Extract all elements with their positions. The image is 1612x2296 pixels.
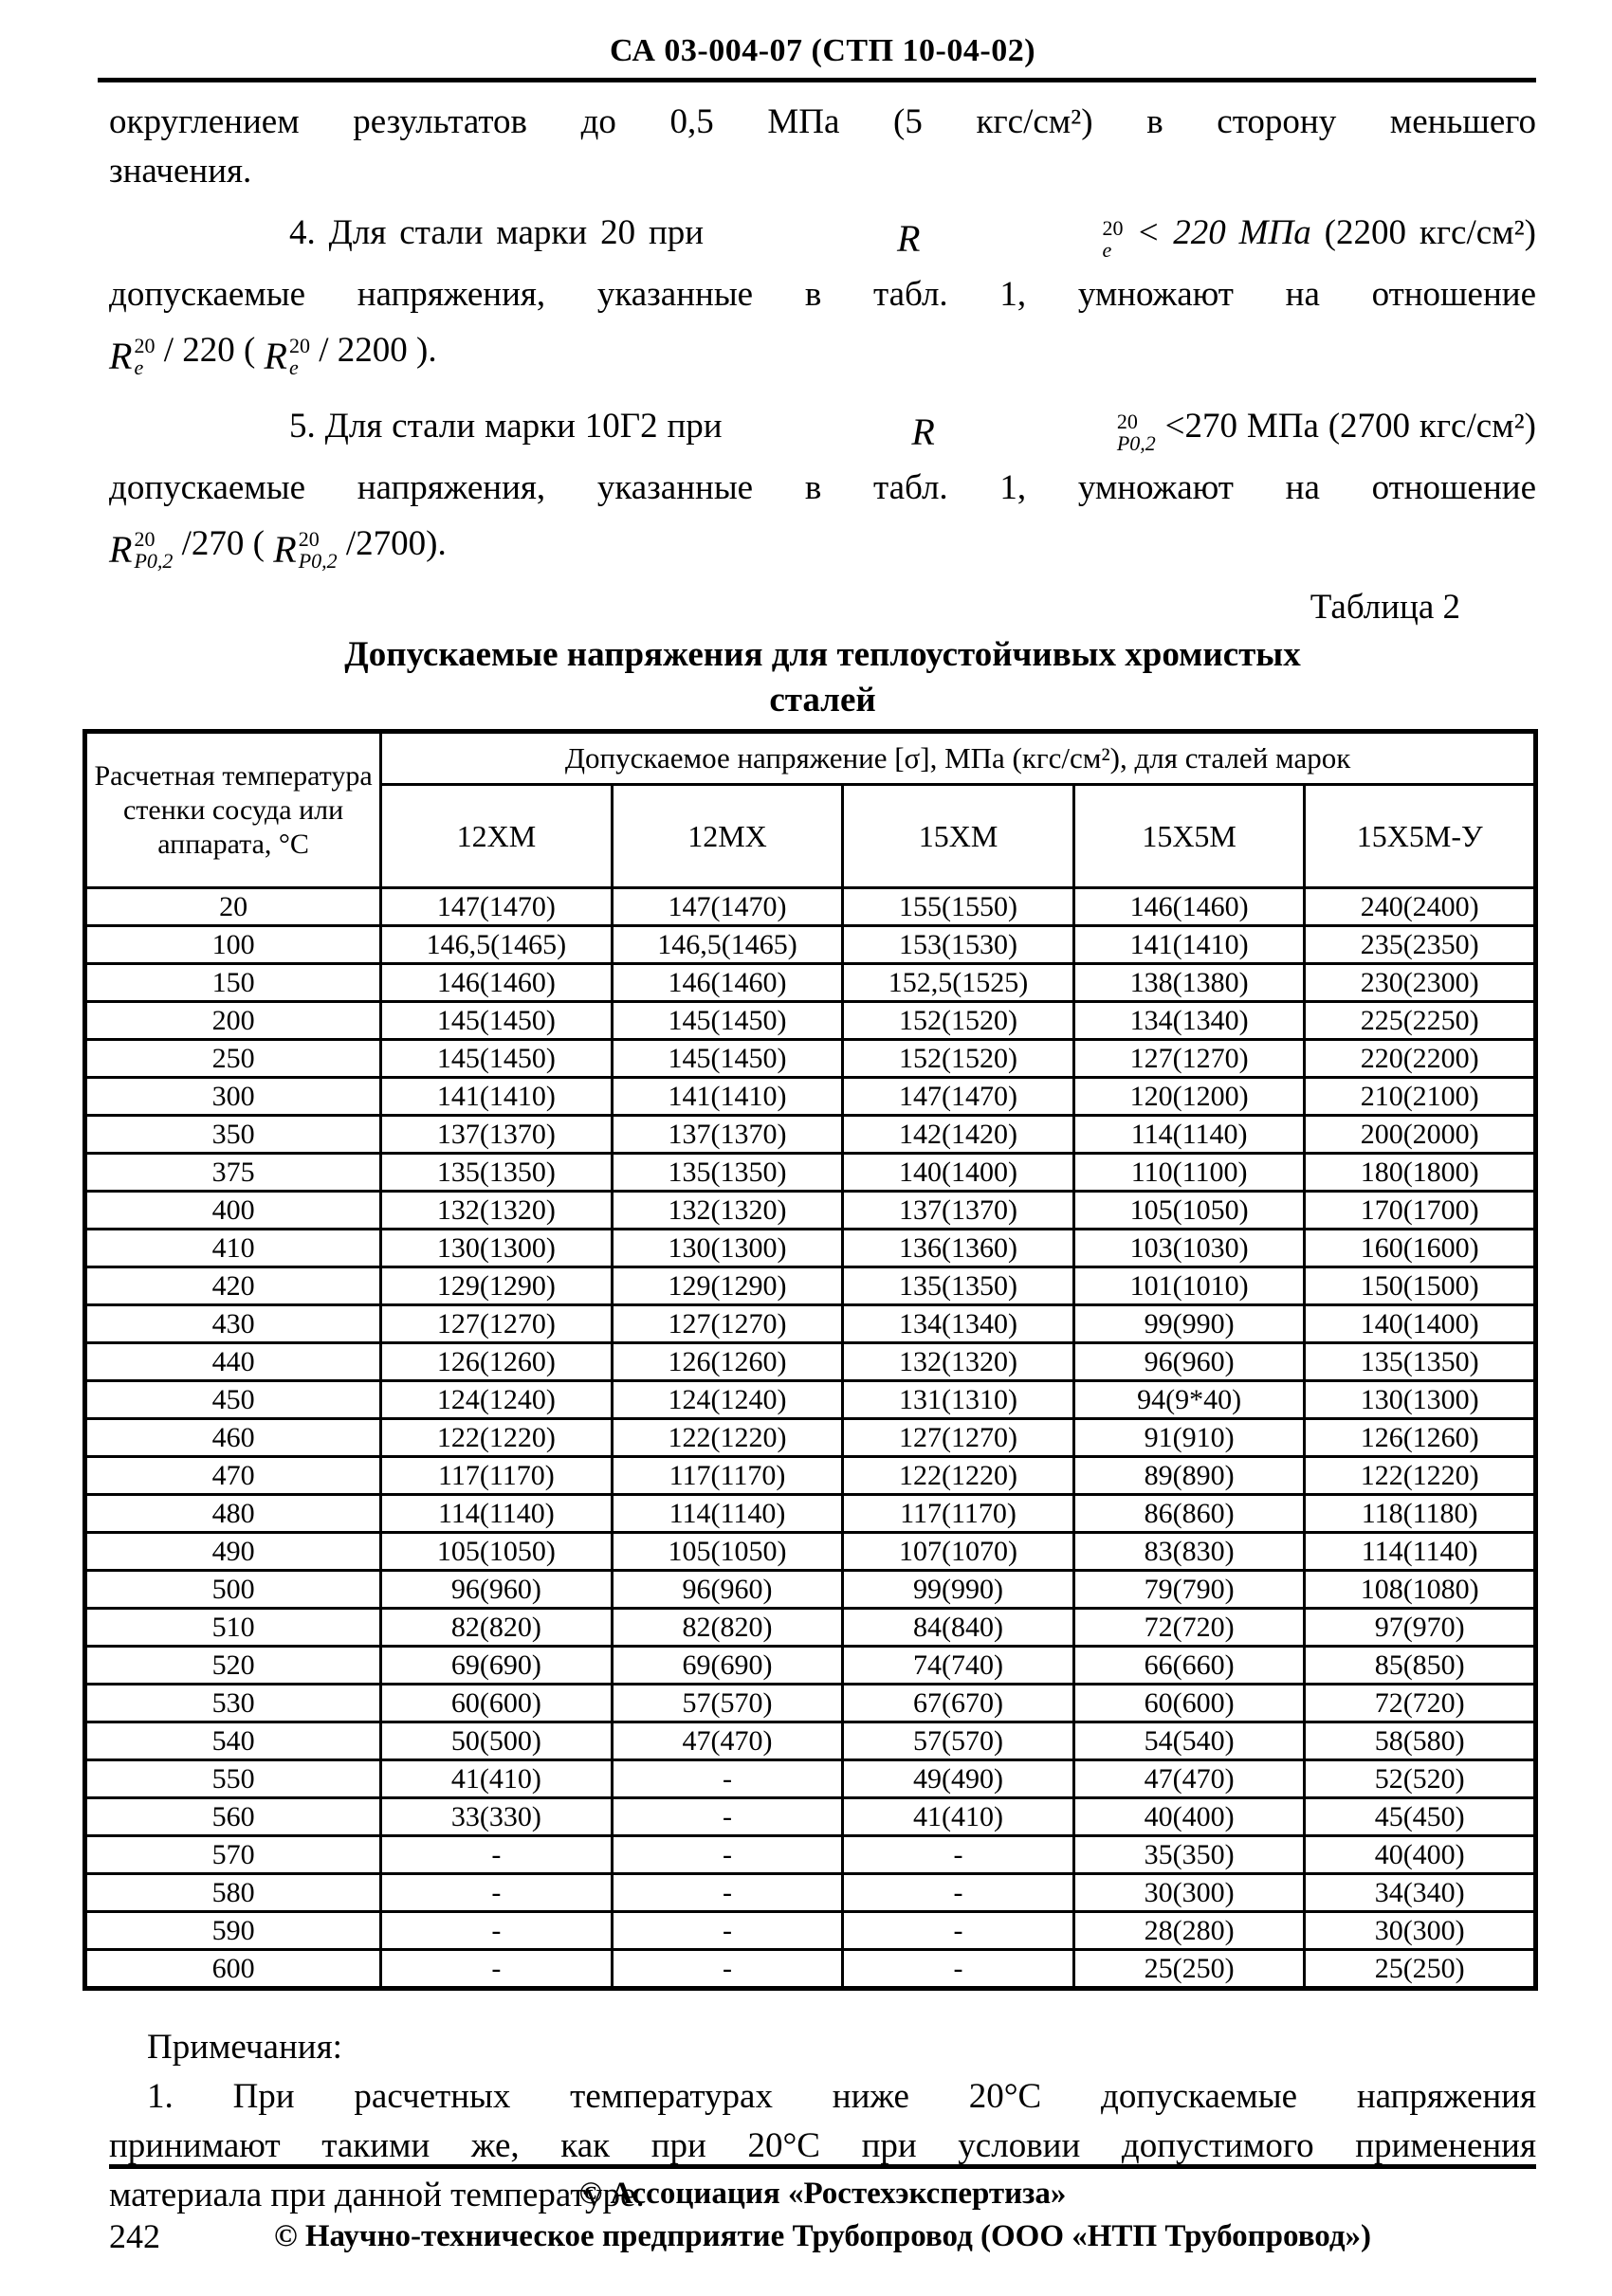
stress-value-cell: 114(1140)	[1073, 1116, 1305, 1154]
stress-value-cell: 74(740)	[843, 1647, 1074, 1685]
note1-line3: материала при данной температуре.	[109, 2176, 645, 2214]
stress-value-cell: 47(470)	[1073, 1760, 1305, 1798]
temperature-cell: 420	[85, 1267, 381, 1305]
formula-base: R	[897, 217, 921, 260]
formula-superscript: 20	[288, 334, 310, 357]
stress-value-cell: 33(330)	[381, 1798, 613, 1836]
stress-value-cell: 180(1800)	[1305, 1154, 1536, 1192]
stress-value-cell: 225(2250)	[1305, 1002, 1536, 1040]
grade-column-header-15X5M: 15Х5М	[1073, 785, 1305, 888]
table-row	[85, 1267, 1536, 1305]
stress-value-cell: 230(2300)	[1305, 964, 1536, 1002]
stress-value-cell: 84(840)	[843, 1609, 1074, 1647]
stress-value-cell: 137(1370)	[612, 1116, 843, 1154]
stress-value-cell: 82(820)	[381, 1609, 613, 1647]
note1-line1: 1. При расчетных температурах ниже 20°С допускаемые напряжения	[147, 2077, 1536, 2116]
table-title-line1: Допускаемые напряжения для теплоустойчивых хромистых	[344, 635, 1301, 674]
formula-base: R	[911, 410, 935, 453]
header-divider	[98, 78, 1536, 82]
stress-value-cell: 146,5(1465)	[612, 926, 843, 964]
stress-value-cell: 114(1140)	[1305, 1533, 1536, 1571]
stress-value-cell: 141(1410)	[1073, 926, 1305, 964]
table-row	[85, 1116, 1536, 1154]
stress-value-cell: 132(1320)	[843, 1343, 1074, 1381]
stress-value-cell: 146,5(1465)	[381, 926, 613, 964]
table-row	[85, 1230, 1536, 1267]
paragraph-item-4	[109, 202, 1536, 388]
formula-base: R	[273, 528, 297, 571]
formula-Re20	[109, 325, 155, 388]
formula-Rp02-20	[273, 519, 337, 581]
stress-value-cell: 132(1320)	[381, 1192, 613, 1230]
stress-value-cell: 127(1270)	[612, 1305, 843, 1343]
stress-value-cell: 99(990)	[1073, 1305, 1305, 1343]
footer-copyright-association: © Ассоциация «Ростехэкспертиза»	[578, 2177, 1067, 2211]
table-row	[85, 1647, 1536, 1685]
stress-value-cell: -	[381, 1874, 613, 1912]
stress-value-cell: 122(1220)	[381, 1419, 613, 1457]
stress-value-cell: 117(1170)	[843, 1495, 1074, 1533]
stress-value-cell: 145(1450)	[381, 1040, 613, 1078]
formula-superscript: 20	[134, 527, 156, 551]
formula-supsub	[937, 410, 1156, 454]
stress-value-cell: -	[612, 1874, 843, 1912]
table-row	[85, 1154, 1536, 1192]
stress-value-cell: 130(1300)	[612, 1230, 843, 1267]
formula-Re20	[717, 208, 1123, 270]
stress-value-cell: 122(1220)	[1305, 1457, 1536, 1495]
item4-ratio-formula	[109, 319, 1536, 388]
stress-value-cell: 60(600)	[1073, 1685, 1305, 1722]
formula-base: R	[109, 335, 133, 377]
temperature-cell: 570	[85, 1836, 381, 1874]
stress-value-cell: 135(1350)	[843, 1267, 1074, 1305]
stress-value-cell: 126(1260)	[1305, 1419, 1536, 1457]
stress-value-cell: 96(960)	[1073, 1343, 1305, 1381]
item4-condition: < 220 МПа	[1136, 213, 1311, 252]
item5-lead: 5. Для стали марки 10Г2 при	[289, 407, 723, 446]
formula-supsub	[134, 528, 173, 572]
stress-value-cell: 86(860)	[1073, 1495, 1305, 1533]
formula-subscript: P0,2	[298, 549, 338, 573]
stress-value-cell: 152,5(1525)	[843, 964, 1074, 1002]
item4-paren-value: (2200 кгс/см²)	[1324, 213, 1537, 252]
stress-value-cell: -	[843, 1874, 1074, 1912]
stress-value-cell: 142(1420)	[843, 1116, 1074, 1154]
table-row	[85, 1002, 1536, 1040]
stress-value-cell: 147(1470)	[843, 1078, 1074, 1116]
stress-value-cell: 69(690)	[381, 1647, 613, 1685]
formula-supsub	[299, 528, 338, 572]
formula-supsub	[289, 335, 310, 378]
stress-value-cell: 124(1240)	[612, 1381, 843, 1419]
stress-value-cell: 114(1140)	[612, 1495, 843, 1533]
stress-value-cell: 141(1410)	[612, 1078, 843, 1116]
temperature-cell: 520	[85, 1647, 381, 1685]
stress-value-cell: -	[612, 1912, 843, 1950]
stress-value-cell: 57(570)	[612, 1685, 843, 1722]
formula-superscript: 20	[134, 334, 156, 357]
page-number: 242	[109, 2217, 160, 2255]
stress-value-cell: 107(1070)	[843, 1533, 1074, 1571]
temperature-cell: 440	[85, 1343, 381, 1381]
table-row	[85, 1950, 1536, 1989]
formula-superscript: 20	[1102, 216, 1124, 240]
table-row	[85, 1685, 1536, 1722]
item4-lead: 4. Для стали марки 20 при	[289, 213, 705, 252]
stress-value-cell: 122(1220)	[843, 1457, 1074, 1495]
table-row	[85, 1192, 1536, 1230]
temperature-cell: 530	[85, 1685, 381, 1722]
stress-value-cell: 83(830)	[1073, 1533, 1305, 1571]
notes-heading: Примечания:	[147, 2028, 342, 2067]
temperature-cell: 500	[85, 1571, 381, 1609]
stress-value-cell: 96(960)	[381, 1571, 613, 1609]
stress-value-cell: 72(720)	[1305, 1685, 1536, 1722]
stress-value-cell: 105(1050)	[1073, 1192, 1305, 1230]
stress-value-cell: 47(470)	[612, 1722, 843, 1760]
formula-subscript: e	[134, 355, 144, 379]
stress-value-cell: 79(790)	[1073, 1571, 1305, 1609]
stress-value-cell: 135(1350)	[381, 1154, 613, 1192]
table-row	[85, 1798, 1536, 1836]
item4-line2: допускаемые напряжения, указанные в табл. 1, умножают на отношение	[109, 275, 1536, 314]
temperature-cell: 460	[85, 1419, 381, 1457]
stress-value-cell: 146(1460)	[1073, 888, 1305, 926]
stress-value-cell: 210(2100)	[1305, 1078, 1536, 1116]
temperature-cell: 450	[85, 1381, 381, 1419]
stress-value-cell: 130(1300)	[381, 1230, 613, 1267]
grade-column-header-15X5M-U: 15Х5М-У	[1305, 785, 1536, 888]
stress-value-cell: 41(410)	[381, 1760, 613, 1798]
grade-column-header-15XM: 15ХМ	[843, 785, 1074, 888]
formula-subscript: e	[288, 355, 299, 379]
table-row	[85, 1078, 1536, 1116]
stress-value-cell: 41(410)	[843, 1798, 1074, 1836]
formula-subscript: P0,2	[1116, 431, 1156, 455]
stress-value-cell: 60(600)	[381, 1685, 613, 1722]
table-row	[85, 1874, 1536, 1912]
stress-value-cell: 54(540)	[1073, 1722, 1305, 1760]
stress-value-cell: -	[612, 1836, 843, 1874]
paragraph-item-5	[109, 395, 1536, 581]
temperature-cell: 470	[85, 1457, 381, 1495]
temperature-cell: 560	[85, 1798, 381, 1836]
stress-value-cell: 49(490)	[843, 1760, 1074, 1798]
formula-superscript: 20	[298, 527, 320, 551]
stress-value-cell: 69(690)	[612, 1647, 843, 1685]
table-header-row-1	[85, 732, 1536, 785]
stress-value-cell: 160(1600)	[1305, 1230, 1536, 1267]
stress-value-cell: 52(520)	[1305, 1760, 1536, 1798]
footer-copyright-enterprise: © Научно-техническое предприятие Трубопровод (ООО «НТП Трубопровод»)	[273, 2219, 1372, 2253]
formula-Re20	[265, 325, 310, 388]
stress-value-cell: 147(1470)	[381, 888, 613, 926]
table-row	[85, 1571, 1536, 1609]
stress-value-cell: -	[843, 1912, 1074, 1950]
formula-Rp02-20	[731, 401, 1155, 464]
temperature-cell: 400	[85, 1192, 381, 1230]
table-row	[85, 1760, 1536, 1798]
table-label: Таблица 2	[1310, 588, 1460, 627]
formula-Rp02-20	[109, 519, 173, 581]
temperature-cell: 540	[85, 1722, 381, 1760]
temperature-cell: 490	[85, 1533, 381, 1571]
formula-supsub	[922, 217, 1123, 261]
formula-base: R	[109, 528, 133, 571]
stress-value-cell: 240(2400)	[1305, 888, 1536, 926]
stress-value-cell: 145(1450)	[381, 1002, 613, 1040]
stress-value-cell: 129(1290)	[612, 1267, 843, 1305]
stress-value-cell: 105(1050)	[381, 1533, 613, 1571]
table-row	[85, 1836, 1536, 1874]
table-title-line2: сталей	[769, 681, 876, 720]
stress-value-cell: -	[843, 1950, 1074, 1989]
stress-value-cell: 134(1340)	[1073, 1002, 1305, 1040]
stress-value-cell: 35(350)	[1073, 1836, 1305, 1874]
stress-value-cell: 145(1450)	[612, 1002, 843, 1040]
temperature-cell: 410	[85, 1230, 381, 1267]
stress-value-cell: 135(1350)	[1305, 1343, 1536, 1381]
document-code: СА 03-004-07 (СТП 10-04-02)	[609, 33, 1036, 68]
table-row	[85, 926, 1536, 964]
item5-paren-value: (2700 кгс/см²)	[1328, 407, 1536, 446]
stress-value-cell: 97(970)	[1305, 1609, 1536, 1647]
footer-copyright-enterprise-row	[109, 2214, 1536, 2258]
table-row	[85, 1609, 1536, 1647]
stress-value-cell: -	[381, 1912, 613, 1950]
stress-value-cell: 127(1270)	[1073, 1040, 1305, 1078]
stress-value-cell: 141(1410)	[381, 1078, 613, 1116]
table-row	[85, 1457, 1536, 1495]
table-row	[85, 1381, 1536, 1419]
item5-ratio-end: /2700).	[345, 524, 447, 563]
temperature-cell: 250	[85, 1040, 381, 1078]
stress-value-cell: 150(1500)	[1305, 1267, 1536, 1305]
stress-value-cell: 114(1140)	[381, 1495, 613, 1533]
table-row	[85, 964, 1536, 1002]
stress-value-cell: 25(250)	[1305, 1950, 1536, 1989]
stress-value-cell: 25(250)	[1073, 1950, 1305, 1989]
table-row	[85, 1343, 1536, 1381]
temperature-cell: 375	[85, 1154, 381, 1192]
stress-value-cell: 30(300)	[1305, 1912, 1536, 1950]
table-body	[85, 888, 1536, 1989]
grade-column-header-12XM: 12ХМ	[381, 785, 613, 888]
stress-value-cell: 122(1220)	[612, 1419, 843, 1457]
table-row	[85, 1419, 1536, 1457]
stress-value-cell: 89(890)	[1073, 1457, 1305, 1495]
item5-line2: допускаемые напряжения, указанные в табл. 1, умножают на отношение	[109, 468, 1536, 507]
item5-line1	[109, 395, 1536, 464]
stress-value-cell: 134(1340)	[843, 1305, 1074, 1343]
stress-value-cell: 155(1550)	[843, 888, 1074, 926]
stress-value-cell: 200(2000)	[1305, 1116, 1536, 1154]
stress-value-cell: -	[381, 1950, 613, 1989]
stress-value-cell: 91(910)	[1073, 1419, 1305, 1457]
stress-value-cell: 103(1030)	[1073, 1230, 1305, 1267]
allowable-stress-table	[82, 729, 1538, 1991]
temperature-cell: 590	[85, 1912, 381, 1950]
stress-value-cell: 40(400)	[1305, 1836, 1536, 1874]
stress-value-cell: 34(340)	[1305, 1874, 1536, 1912]
stress-value-cell: 146(1460)	[381, 964, 613, 1002]
stress-value-cell: 170(1700)	[1305, 1192, 1536, 1230]
temperature-cell: 150	[85, 964, 381, 1002]
stress-value-cell: 131(1310)	[843, 1381, 1074, 1419]
temperature-cell: 480	[85, 1495, 381, 1533]
item4-ratio-end: / 2200 ).	[319, 331, 437, 370]
stress-value-cell: 137(1370)	[843, 1192, 1074, 1230]
temperature-cell: 200	[85, 1002, 381, 1040]
page-footer	[109, 2164, 1536, 2258]
stress-value-cell: -	[612, 1950, 843, 1989]
stress-value-cell: 220(2200)	[1305, 1040, 1536, 1078]
temperature-cell: 430	[85, 1305, 381, 1343]
stress-value-cell: 126(1260)	[612, 1343, 843, 1381]
formula-subscript: P0,2	[134, 549, 174, 573]
item4-line1	[109, 202, 1536, 270]
stress-value-cell: 135(1350)	[612, 1154, 843, 1192]
temperature-cell: 20	[85, 888, 381, 926]
temperature-cell: 300	[85, 1078, 381, 1116]
stress-value-cell: 126(1260)	[381, 1343, 613, 1381]
stress-value-cell: 108(1080)	[1305, 1571, 1536, 1609]
table-row	[85, 1722, 1536, 1760]
formula-superscript: 20	[1116, 410, 1138, 433]
stress-value-cell: 57(570)	[843, 1722, 1074, 1760]
temperature-cell: 550	[85, 1760, 381, 1798]
formula-subscript: e	[1102, 238, 1112, 262]
temperature-cell: 600	[85, 1950, 381, 1989]
stress-value-cell: 82(820)	[612, 1609, 843, 1647]
stress-value-cell: 30(300)	[1073, 1874, 1305, 1912]
table-row	[85, 1305, 1536, 1343]
temperature-cell: 100	[85, 926, 381, 964]
stress-value-cell: 120(1200)	[1073, 1078, 1305, 1116]
stress-value-cell: 117(1170)	[612, 1457, 843, 1495]
stress-value-cell: 101(1010)	[1073, 1267, 1305, 1305]
stress-value-cell: -	[612, 1760, 843, 1798]
stress-value-cell: -	[843, 1836, 1074, 1874]
formula-supsub	[134, 335, 155, 378]
stress-value-cell: 146(1460)	[612, 964, 843, 1002]
stress-value-cell: 137(1370)	[381, 1116, 613, 1154]
table-row	[85, 1912, 1536, 1950]
stress-value-cell: 50(500)	[381, 1722, 613, 1760]
stress-value-cell: 152(1520)	[843, 1002, 1074, 1040]
stress-value-cell: 136(1360)	[843, 1230, 1074, 1267]
stress-value-cell: 138(1380)	[1073, 964, 1305, 1002]
item5-ratio-mid: /270 (	[181, 524, 265, 563]
table-row	[85, 1533, 1536, 1571]
stress-value-cell: 153(1530)	[843, 926, 1074, 964]
stress-value-cell: 118(1180)	[1305, 1495, 1536, 1533]
stress-value-cell: -	[381, 1836, 613, 1874]
formula-base: R	[264, 335, 287, 377]
stress-value-cell: 130(1300)	[1305, 1381, 1536, 1419]
stress-value-cell: 94(9*40)	[1073, 1381, 1305, 1419]
stress-value-cell: 85(850)	[1305, 1647, 1536, 1685]
temperature-cell: 350	[85, 1116, 381, 1154]
item4-ratio-mid: / 220 (	[163, 331, 256, 370]
intro-paragraph-line2: значения.	[109, 152, 252, 191]
stress-value-cell: 124(1240)	[381, 1381, 613, 1419]
stress-value-cell: -	[612, 1798, 843, 1836]
stress-value-cell: 140(1400)	[843, 1154, 1074, 1192]
stress-value-cell: 72(720)	[1073, 1609, 1305, 1647]
stress-value-cell: 140(1400)	[1305, 1305, 1536, 1343]
footer-divider	[109, 2164, 1536, 2169]
temperature-cell: 580	[85, 1874, 381, 1912]
temperature-cell: 510	[85, 1609, 381, 1647]
table-row	[85, 1495, 1536, 1533]
table-row	[85, 1040, 1536, 1078]
item5-ratio-formula	[109, 513, 1536, 581]
stress-value-cell: 99(990)	[843, 1571, 1074, 1609]
stress-value-cell: 127(1270)	[381, 1305, 613, 1343]
stress-value-cell: 66(660)	[1073, 1647, 1305, 1685]
table-header	[85, 732, 1536, 888]
item5-condition: <270 МПа	[1164, 407, 1319, 446]
intro-paragraph-line1: округлением результатов до 0,5 МПа (5 кгс/см²) в сторону меньшего	[109, 102, 1536, 141]
stress-value-cell: 28(280)	[1073, 1912, 1305, 1950]
stress-value-cell: 67(670)	[843, 1685, 1074, 1722]
stress-value-cell: 145(1450)	[612, 1040, 843, 1078]
stress-value-cell: 40(400)	[1073, 1798, 1305, 1836]
stress-value-cell: 96(960)	[612, 1571, 843, 1609]
stress-value-cell: 110(1100)	[1073, 1154, 1305, 1192]
grade-column-header-12MX: 12МХ	[612, 785, 843, 888]
note1-line2: принимают такими же, как при 20°С при условии допустимого применения	[109, 2126, 1536, 2165]
temperature-column-header: Расчетная температура стенки сосуда или аппарата, °С	[85, 732, 381, 888]
stress-value-cell: 45(450)	[1305, 1798, 1536, 1836]
stress-columns-group-header: Допускаемое напряжение [σ], МПа (кгс/см²), для сталей марок	[381, 732, 1536, 785]
table-row	[85, 888, 1536, 926]
stress-value-cell: 117(1170)	[381, 1457, 613, 1495]
stress-value-cell: 132(1320)	[612, 1192, 843, 1230]
stress-value-cell: 127(1270)	[843, 1419, 1074, 1457]
stress-value-cell: 152(1520)	[843, 1040, 1074, 1078]
stress-value-cell: 129(1290)	[381, 1267, 613, 1305]
stress-value-cell: 58(580)	[1305, 1722, 1536, 1760]
stress-value-cell: 147(1470)	[612, 888, 843, 926]
stress-value-cell: 235(2350)	[1305, 926, 1536, 964]
stress-value-cell: 105(1050)	[612, 1533, 843, 1571]
